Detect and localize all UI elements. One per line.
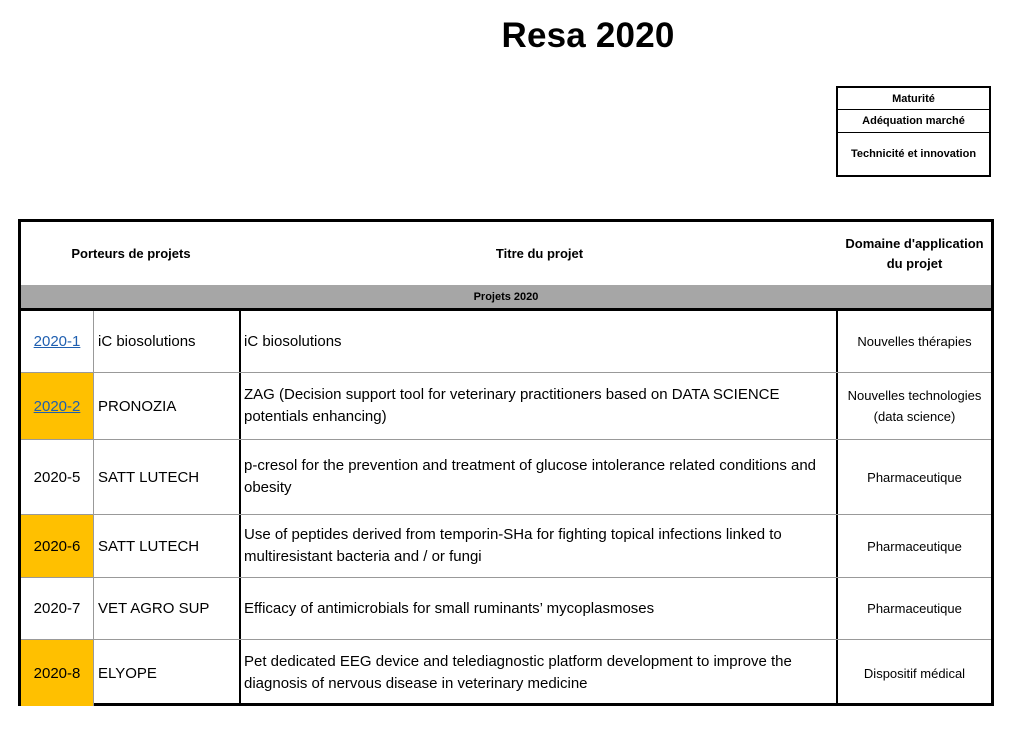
table-row bbox=[21, 440, 991, 515]
header-porteurs: Porteurs de projets bbox=[71, 246, 191, 261]
domaine-text: Dispositif médical bbox=[863, 665, 966, 681]
legend-box bbox=[836, 86, 991, 177]
projects-table bbox=[18, 219, 994, 706]
table-row bbox=[21, 373, 991, 440]
domaine-text: Nouvelles technologies (data science) bbox=[847, 388, 982, 424]
table-row bbox=[21, 311, 991, 373]
page-title: Resa 2020 bbox=[501, 16, 675, 55]
domaine-cell bbox=[838, 440, 991, 514]
domaine-cell bbox=[838, 578, 991, 639]
domaine-cell bbox=[838, 373, 991, 439]
header-titre: Titre du projet bbox=[495, 246, 584, 261]
titre-cell: Efficacy of antimicrobials for small ruminants’ mycoplasmoses bbox=[241, 578, 838, 639]
project-id-cell bbox=[21, 578, 94, 639]
porteur-cell: SATT LUTECH bbox=[94, 515, 241, 577]
table-row bbox=[21, 578, 991, 640]
porteur-cell: PRONOZIA bbox=[94, 373, 241, 439]
legend-technicite-innovation: Technicité et innovation bbox=[850, 148, 977, 160]
domaine-text: Pharmaceutique bbox=[867, 538, 962, 554]
legend-maturite: Maturité bbox=[838, 88, 989, 110]
porteur-cell: ELYOPE bbox=[94, 640, 241, 706]
project-id-cell[interactable] bbox=[21, 373, 94, 439]
project-id-cell[interactable] bbox=[21, 311, 94, 372]
table-header bbox=[21, 222, 991, 285]
project-id: 2020-7 bbox=[33, 600, 81, 617]
header-domaine bbox=[838, 222, 991, 285]
domaine-cell bbox=[838, 515, 991, 577]
porteur-cell: SATT LUTECH bbox=[94, 440, 241, 514]
section-projets-2020: Projets 2020 bbox=[21, 285, 991, 311]
titre-cell: iC biosolutions bbox=[241, 311, 838, 372]
titre-cell: p-cresol for the prevention and treatment of glucose intolerance related conditions and obesity bbox=[241, 440, 838, 514]
table-row bbox=[21, 640, 991, 706]
porteur-cell: VET AGRO SUP bbox=[94, 578, 241, 639]
titre-cell: ZAG (Decision support tool for veterinary practitioners based on DATA SCIENCE potentials enhancing) bbox=[241, 373, 838, 439]
domaine-text: Pharmaceutique bbox=[867, 601, 962, 616]
titre-cell: Use of peptides derived from temporin-SHa for fighting topical infections linked to multiresistant bacteria and / or fungi bbox=[241, 515, 838, 577]
project-id-cell bbox=[21, 515, 94, 577]
domaine-cell bbox=[838, 640, 991, 706]
titre-cell: Pet dedicated EEG device and telediagnostic platform development to improve the diagnosis of nervous disease in veterinary medicine bbox=[241, 640, 838, 706]
project-id: 2020-8 bbox=[33, 664, 81, 682]
legend-adequation-marche: Adéquation marché bbox=[838, 110, 989, 133]
domaine-text: Pharmaceutique bbox=[867, 469, 962, 485]
porteur-cell: iC biosolutions bbox=[94, 311, 241, 372]
project-id: 2020-5 bbox=[33, 468, 81, 486]
domaine-cell bbox=[838, 311, 991, 372]
project-id-link[interactable]: 2020-2 bbox=[33, 397, 81, 415]
project-id-cell bbox=[21, 440, 94, 514]
project-id-cell bbox=[21, 640, 94, 706]
header-domaine-text: Domaine d'application du projet bbox=[845, 235, 984, 271]
domaine-text: Nouvelles thérapies bbox=[857, 334, 972, 349]
table-row bbox=[21, 515, 991, 578]
project-id: 2020-6 bbox=[33, 537, 81, 555]
project-id-link[interactable]: 2020-1 bbox=[33, 333, 81, 350]
